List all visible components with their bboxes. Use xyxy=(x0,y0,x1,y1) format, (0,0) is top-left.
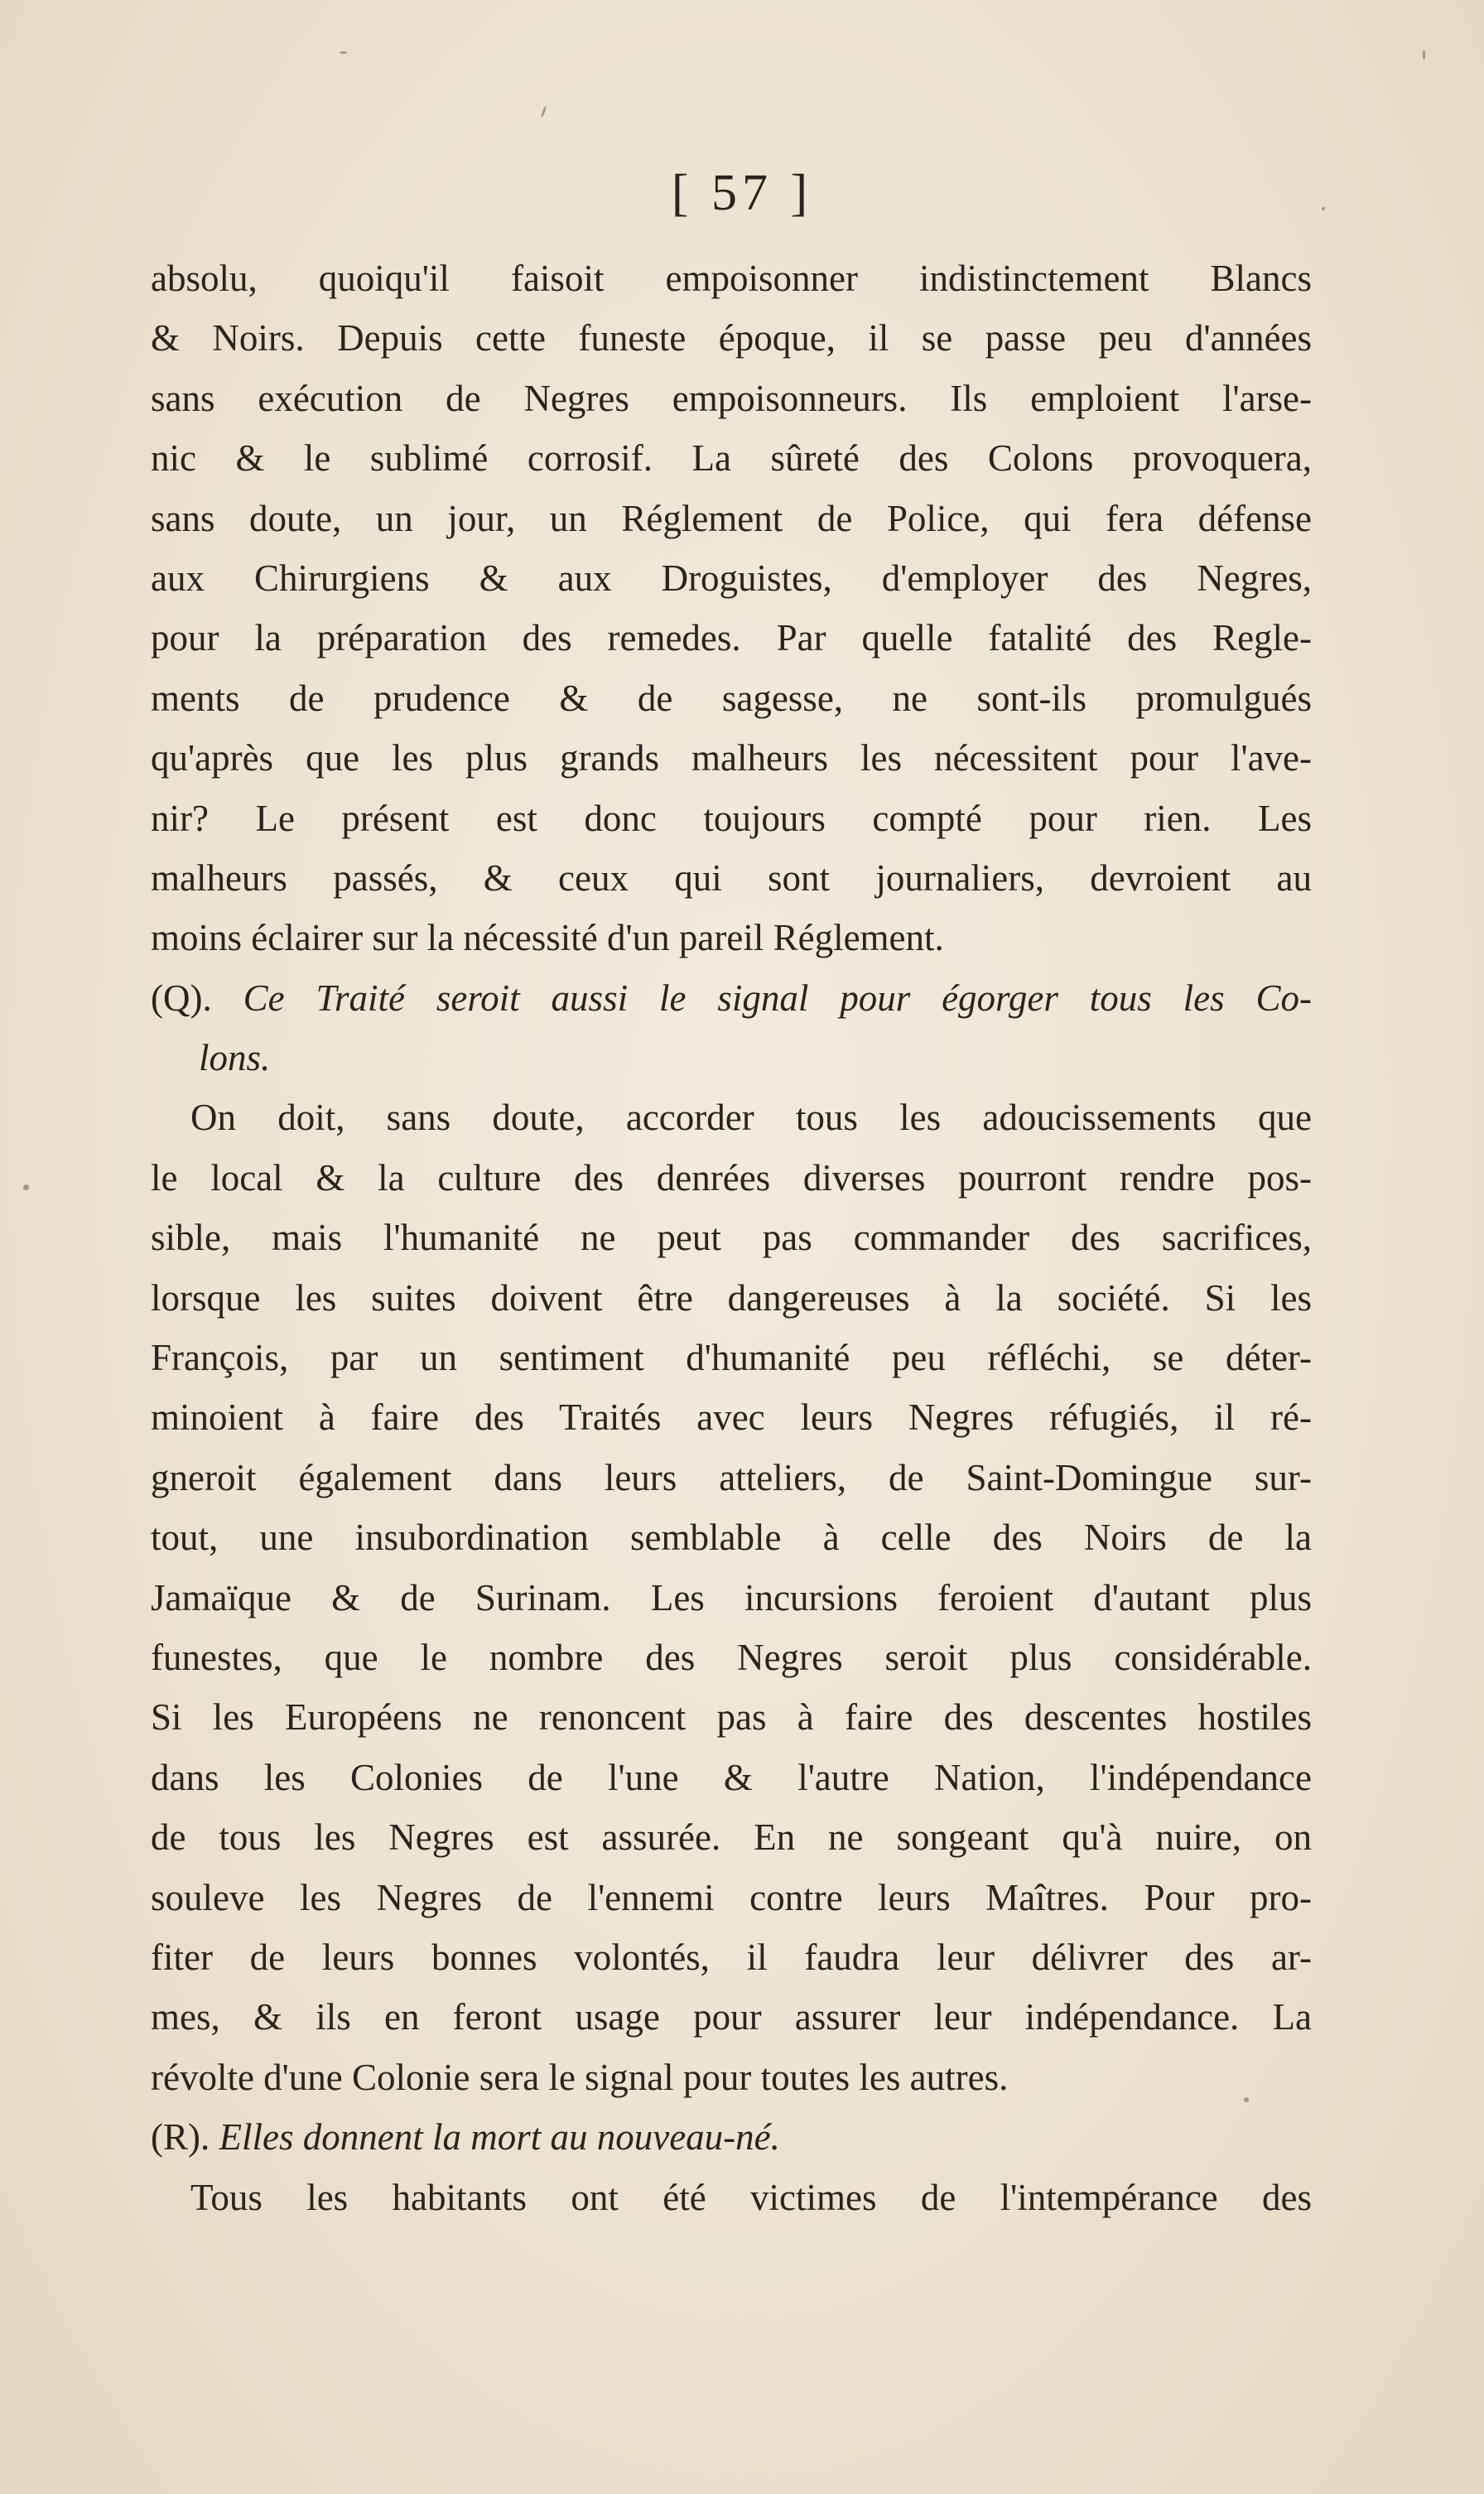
text-line: nir? Le présent est donc toujours compté pour rien. Les xyxy=(151,797,1312,839)
text-line: le local & la culture des denrées diverses pourront rendre pos- xyxy=(151,1156,1312,1199)
text-line: lorsque les suites doivent être dangereuses à la société. Si les xyxy=(151,1276,1312,1319)
text-line: dans les Colonies de l'une & l'autre Nation, l'indépendance xyxy=(151,1756,1312,1798)
text-line: qu'après que les plus grands malheurs les nécessitent pour l'ave- xyxy=(151,737,1312,779)
text-line: On doit, sans doute, accorder tous les adoucissements que xyxy=(190,1097,1312,1139)
text-line: Jamaïque & de Surinam. Les incursions feroient d'autant plus xyxy=(151,1576,1312,1618)
paper-speck xyxy=(23,1184,29,1190)
paper-speck xyxy=(340,51,347,54)
text-line: sans exécution de Negres empoisonneurs. Ils emploient l'arse- xyxy=(151,377,1312,419)
text-line: mes, & ils en feront usage pour assurer leur indépendance. La xyxy=(151,1996,1312,2038)
paper-speck xyxy=(1423,50,1425,60)
text-line: nic & le sublimé corrosif. La sûreté des Colons provoquera, xyxy=(151,437,1312,480)
note-q-mark: (Q). xyxy=(151,977,212,1019)
note-r-line xyxy=(151,2107,1312,2167)
text-line: minoient à faire des Traités avec leurs Negres réfugiés, il ré- xyxy=(151,1397,1312,1439)
note-q-text: Ce Traité seroit aussi le signal pour égorger tous les Co- xyxy=(243,977,1312,1019)
text-line: & Noirs. Depuis cette funeste époque, il se passe peu d'années xyxy=(151,317,1312,359)
text-line: malheurs passés, & ceux qui sont journaliers, devroient au xyxy=(151,856,1312,899)
text-line: souleve les Negres de l'ennemi contre leurs Maîtres. Pour pro- xyxy=(151,1876,1312,1918)
text-line: sans doute, un jour, un Réglement de Police, qui fera défense xyxy=(151,497,1312,539)
body-text xyxy=(151,248,1312,2227)
text-line: révolte d'une Colonie sera le signal pour toutes les autres. xyxy=(151,2056,1009,2098)
page-number: [ 57 ] xyxy=(671,165,813,221)
text-line: absolu, quoiqu'il faisoit empoisonner indistinctement Blancs xyxy=(151,258,1312,299)
note-q-line xyxy=(151,968,1312,1028)
text-line: sible, mais l'humanité ne peut pas commander des sacrifices, xyxy=(151,1217,1312,1259)
text-line: Si les Européens ne renoncent pas à faire des descentes hostiles xyxy=(151,1696,1312,1739)
paper-speck xyxy=(1244,2097,1249,2102)
text-line: moins éclairer sur la nécessité d'un pareil Réglement. xyxy=(151,917,944,959)
note-r-text: Elles donnent la mort au nouveau-né. xyxy=(219,2116,780,2159)
note-r-mark: (R). xyxy=(151,2116,210,2159)
text-line: tout, une insubordination semblable à celle des Noirs de la xyxy=(151,1517,1312,1559)
text-line: pour la préparation des remedes. Par quelle fatalité des Regle- xyxy=(151,617,1312,659)
text-line: funestes, que le nombre des Negres seroit plus considérable. xyxy=(151,1636,1312,1678)
text-line: François, par un sentiment d'humanité peu réfléchi, se déter- xyxy=(151,1337,1312,1379)
paper-speck xyxy=(541,106,547,118)
text-line: Tous les habitants ont été victimes de l'intempérance des xyxy=(190,2176,1312,2218)
text-line: aux Chirurgiens & aux Droguistes, d'employer des Negres, xyxy=(151,557,1312,599)
text-line: ments de prudence & de sagesse, ne sont-ils promulgués xyxy=(151,677,1312,719)
text-line: de tous les Negres est assurée. En ne songeant qu'à nuire, on xyxy=(151,1816,1312,1859)
note-q-continuation: lons. xyxy=(199,1037,271,1079)
text-line: gneroit également dans leurs atteliers, de Saint-Domingue sur- xyxy=(151,1456,1312,1498)
paper-speck xyxy=(1322,207,1325,210)
text-line: fiter de leurs bonnes volontés, il faudra leur délivrer des ar- xyxy=(151,1936,1312,1978)
